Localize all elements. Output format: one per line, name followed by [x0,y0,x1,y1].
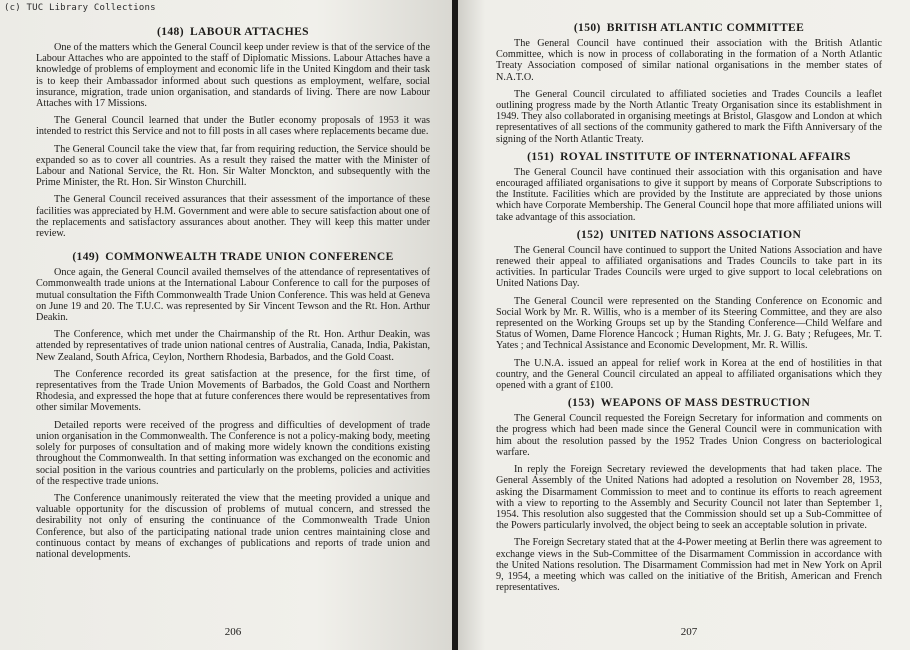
right-page [458,0,910,650]
section-152 [496,229,882,391]
section-heading: (149) COMMONWEALTH TRADE UNION CONFERENCE [72,251,394,264]
paragraph: The Foreign Secretary stated that at the 4-Power meeting at Berlin there was agreement to exchange views in the Sub-Committee of the Disarmament Commission in accordance with the United Nations resolution. The Disarmament Commission had met in New York on April 9, 1954, a meeting which was called on the initiative of the British, American and French representatives. [496,537,882,594]
paragraph: The General Council have continued their association with this organisation and have encouraged affiliated organisations to give it support by means of Corporate Subscriptions to the Institute. Facilities which are provided by the Institute are appreciated by those unions which have Corporate Membership. The General Council hope that more affiliated unions will take advantage of this association. [496,166,882,223]
paragraph: The General Council requested the Foreign Secretary for information and comments on the progress which had been made since the General Council were in communication with him about the resolution passed by the 1952 Trades Union Congress on bacteriological warfare. [496,413,882,458]
paragraph: The General Council take the view that, far from requiring reduction, the Service should be expanded so as to cover all countries. As a result they raised the matter with the Minister of Labour and National Service, the Rt. Hon. Sir Walter Monckton, and subsequently with the Prime Minister, the Rt. Hon. Sir Winston Churchill. [36,143,430,189]
paragraph: The Conference recorded its great satisfaction at the presence, for the first time, of representatives from the Trade Union Movements of Barbados, the Gold Coast and Northern Rhodesia, and expressed the hope that at future conferences there would be representatives from other similar Movements. [36,368,430,414]
page-number: 207 [680,626,698,638]
section-heading: (151) ROYAL INSTITUTE OF INTERNATIONAL AFFAIRS [527,150,851,163]
collection-watermark: (c) TUC Library Collections [4,3,156,13]
paragraph: In reply the Foreign Secretary reviewed the developments that had taken place. The General Assembly of the United Nations had adopted a resolution on November 28, 1953, asking the Disarmament Commission to meet and to continue its efforts to reach agreement with a view to reporting to the Assembly and Security Council not later than September 1, 1954. This resolution also suggested that the Commission should set up a Sub-Committee of the Powers particularly involved, the object being to seek an acceptable solution in private. [496,464,882,532]
section-heading: (152) UNITED NATIONS ASSOCIATION [576,228,802,241]
section-heading: (150) BRITISH ATLANTIC COMMITTEE [573,22,805,34]
paragraph: The General Council were represented on the Standing Conference on Economic and Social Work by Mr. R. Willis, who is a member of its Steering Committee, and they are also represented on the Working Groups set up by the Standing Conference—Child Welfare and Status of Women, Dame Florence Hancock ; Human Rights, Mr. J. G. Baty ; Refugees, Mr. T. Yates ; and Technical Assistance and Economic Development, Mr. R. Willis. [496,295,882,352]
section-148 [36,26,430,239]
paragraph: The General Council have continued to support the United Nations Association and have renewed their appeal to affiliated organisations and Trades Councils to take part in its activities. In particular Trades Councils were urged to give support to local celebrations on United Nations Day. [496,244,882,290]
section-heading: (148) LABOUR ATTACHES [157,26,309,38]
paragraph: The General Council circulated to affiliated societies and Trades Councils a leaflet outlining progress made by the North Atlantic Treaty Organisation since its establishment in 1949. They also collaborated in organising meetings at Bristol, Glasgow and London at which representatives of all sections of the community gathered to mark the Fifth Anniversary of the signing of the North Atlantic Treaty. [496,88,882,145]
section-149 [36,251,430,560]
paragraph: The General Council learned that under the Butler economy proposals of 1953 it was intended to restrict this Service and not to fill posts in all cases where replacements became due. [36,115,430,138]
page-number: 206 [224,626,242,638]
paragraph: The General Council received assurances that their assessment of the importance of these facilities was appreciated by H.M. Government and were able to secure satisfaction about one of the replacements and satisfactory assurances about another. They will keep this matter under review. [36,194,430,240]
section-153 [496,397,882,593]
paragraph: The General Council have continued their association with the British Atlantic Committee, which is now in process of collaborating in the formation of a North Atlantic Treaty Association composed of similar national organisations in the member states of N.A.T.O. [496,38,882,83]
left-page [0,0,452,650]
paragraph: Once again, the General Council availed themselves of the attendance of representatives of Commonwealth trade unions at the International Labour Conference to call for the purposes of mutual consultation the Fifth Commonwealth Trade Union Conference. This was held at Geneva on June 19 and 20. The T.U.C. was represented by Sir Vincent Tewson and the Rt. Hon. Arthur Deakin. [36,267,430,324]
paragraph: One of the matters which the General Council keep under review is that of the service of the Labour Attaches who are appointed to the staff of Diplomatic Missions. Labour Attaches have a knowledge of problems of employment and economic life in the United Kingdom and their task is to keep their Ambassador informed about such questions as employment, welfare, social insurance, migration, trade union organisation, and standards of living. There are now Labour Attaches with 17 Missions. [36,42,430,110]
paragraph: The Conference, which met under the Chairmanship of the Rt. Hon. Arthur Deakin, was attended by representatives of trade union national centres of Australia, Canada, India, Pakistan, New Zealand, South Africa, Ceylon, Northern Rhodesia, Barbados, and the Gold Coast. [36,329,430,363]
section-151 [496,151,882,223]
paragraph: The Conference unanimously reiterated the view that the meeting provided a unique and valuable opportunity for the discussion of problems of mutual concern, and stressed the desirability not only of ensuring the continuance of the Commonwealth Trade Union Conference, but also of the participating national trade union centres maintaining close and continuous contact by means of exchanges of publications and reports of trade union and national developments. [36,492,430,560]
paragraph: Detailed reports were received of the progress and difficulties of development of trade union organisation in the Commonwealth. The Conference is not a policy-making body, meeting solely for purposes of consultation and of making more widely known the conditions existing throughout the Commonwealth. In that setting information was exchanged on the economic and social position in the various countries and particularly on the problems, policies and activities of the respective trade unions. [36,419,430,487]
section-150 [496,22,882,145]
section-heading: (153) WEAPONS OF MASS DESTRUCTION [567,397,811,410]
paragraph: The U.N.A. issued an appeal for relief work in Korea at the end of hostilities in that country, and the General Council circulated an appeal to affiliated organisations which they opened with a grant of £100. [496,357,882,392]
